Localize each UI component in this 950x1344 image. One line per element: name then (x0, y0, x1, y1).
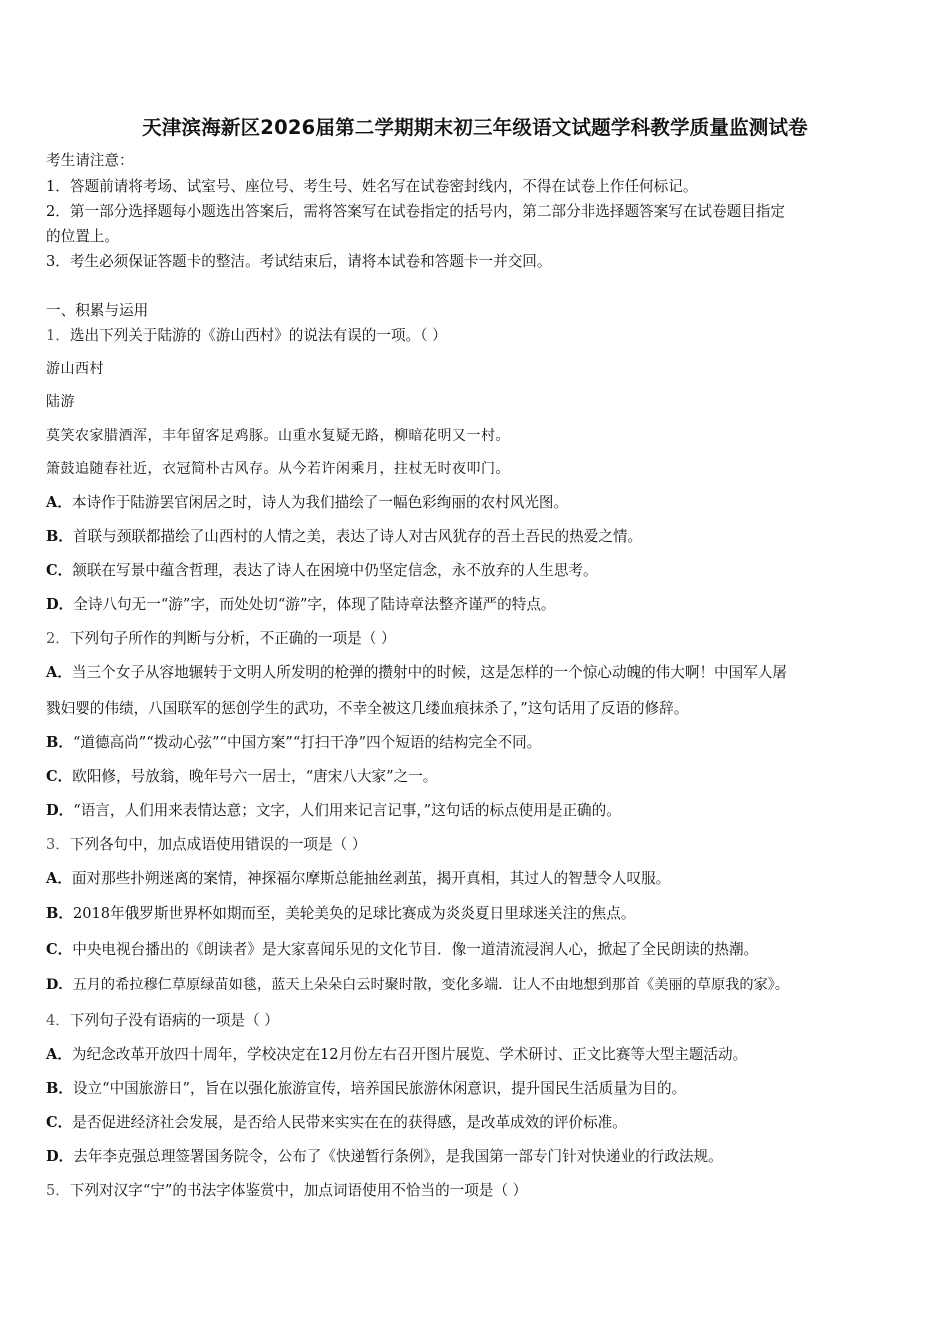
question-stem: 下列句子没有语病的一项是（ ） (69, 1012, 279, 1029)
option-a (46, 663, 787, 683)
question-number: 5． (46, 1182, 70, 1199)
option-label: B． (46, 1080, 73, 1097)
option-d (46, 801, 621, 821)
poem-line: 箫鼓追随春社近，衣冠简朴古风存。从今若许闲乘月，拄杖无时夜叩门。 (46, 461, 510, 477)
option-text: “语言，人们用来表情达意；文字，人们用来记言记事，”这句话的标点使用是正确的。 (73, 802, 621, 819)
section-heading: 一、积累与运用 (46, 302, 149, 319)
option-label: B． (46, 905, 73, 922)
option-a-continued (46, 699, 688, 719)
poem-line: 莫笑农家腊酒浑，丰年留客足鸡豚。山重水复疑无路，柳暗花明又一村。 (46, 428, 510, 444)
option-label: C． (46, 768, 73, 785)
option-label: D． (46, 802, 74, 819)
poem-author: 陆游 (46, 394, 75, 410)
option-text: 本诗作于陆游罢官闲居之时，诗人为我们描绘了一幅色彩绚丽的农村风光图。 (71, 494, 569, 511)
question-number: 4． (46, 1012, 70, 1029)
question-stem: 下列句子所作的判断与分析，不正确的一项是（ ） (69, 630, 396, 647)
option-label: C． (46, 941, 73, 958)
option-text: 为纪念改革开放四十周年，学校决定在12月份左右召开图片展览、学术研讨、正文比赛等大型主题活动。 (71, 1046, 748, 1063)
option-b (46, 527, 642, 547)
question-number: 1． (46, 327, 70, 344)
option-c (46, 1113, 627, 1133)
option-c (46, 767, 437, 787)
option-text: 首联与颈联都描绘了山西村的人情之美，表达了诗人对古风犹存的吾土吾民的热爱之情。 (72, 528, 643, 545)
page-title: 天津滨海新区2026届第二学期期末初三年级语文试题学科教学质量监测试卷 (142, 116, 808, 139)
option-text: 去年李克强总理签署国务院令，公布了《快递暂行条例》，是我国第一部专门针对快递业的行政法规。 (73, 1148, 723, 1165)
option-label: D． (46, 596, 74, 613)
poem-title: 游山西村 (46, 361, 104, 377)
option-text: 颔联在写景中蕴含哲理，表达了诗人在困境中仍坚定信念，永不放弃的人生思考。 (72, 562, 598, 579)
notice-item: 的位置上。 (46, 228, 119, 245)
option-label: D． (46, 977, 73, 993)
notice-item: 3．考生必须保证答题卡的整洁。考试结束后，请将本试卷和答题卡一并交回。 (46, 253, 552, 270)
option-text: 是否促进经济社会发展，是否给人民带来实实在在的获得感，是改革成效的评价标准。 (72, 1114, 627, 1131)
option-text: 2018年俄罗斯世界杯如期而至，美轮美奂的足球比赛成为炎炎夏日里球迷关注的焦点。 (72, 905, 636, 922)
option-label: A． (46, 1046, 72, 1063)
question-stem: 下列各句中，加点成语使用错误的一项是（ ） (69, 836, 367, 853)
option-d (46, 975, 789, 995)
option-d (46, 595, 556, 615)
notice-item: 2．第一部分选择题每小题选出答案后，需将答案写在试卷指定的括号内，第二部分非选择题答案写在试卷题目指定 (46, 203, 785, 220)
option-c (46, 561, 598, 581)
notice-heading: 考生请注意： (46, 152, 134, 169)
option-label: C． (46, 1114, 73, 1131)
question-4 (46, 1011, 279, 1031)
option-text: 全诗八句无一“游”字，而处处切“游”字，体现了陆诗章法整齐谨严的特点。 (73, 596, 556, 613)
option-label: D． (46, 1148, 74, 1165)
option-text: 欧阳修，号放翁，晚年号六一居士，“唐宋八大家”之一。 (72, 768, 438, 785)
option-label: C． (46, 562, 73, 579)
option-label: A． (46, 494, 72, 511)
option-label: A． (46, 664, 72, 681)
question-number: 2． (46, 630, 70, 647)
option-b (46, 904, 635, 924)
question-number: 3． (46, 836, 70, 853)
question-5 (46, 1181, 527, 1201)
option-a (46, 869, 670, 889)
option-d (46, 1147, 723, 1167)
question-3 (46, 835, 366, 855)
notice-item: 1．答题前请将考场、试室号、座位号、考生号、姓名写在试卷密封线内，不得在试卷上作任何标记。 (46, 178, 698, 195)
option-a (46, 493, 568, 513)
question-stem: 下列对汉字“宁”的书法字体鉴赏中，加点词语使用不恰当的一项是（ ） (69, 1182, 528, 1199)
option-text: “道德高尚”“拨动心弦”“中国方案”“打扫干净”四个短语的结构完全不同。 (72, 734, 542, 751)
question-1 (46, 326, 447, 346)
option-label: A． (46, 870, 72, 887)
question-stem: 选出下列关于陆游的《游山西村》的说法有误的一项。（ ） (69, 327, 447, 344)
question-2 (46, 629, 396, 649)
option-b (46, 1079, 686, 1099)
option-c (46, 940, 758, 960)
option-b (46, 733, 541, 753)
option-text: 设立“中国旅游日”，旨在以强化旅游宣传，培养国民旅游休闲意识，提升国民生活质量为目的。 (72, 1080, 687, 1097)
option-text: 面对那些扑朔迷离的案情，神探福尔摩斯总能抽丝剥茧，揭开真相，其过人的智慧令人叹服。 (71, 870, 671, 887)
option-text: 中央电视台播出的《朗读者》是大家喜闻乐见的文化节目．像一道清流浸润人心，掀起了全民朗读的热潮。 (72, 941, 759, 958)
option-text: 五月的希拉穆仁草原绿苗如毯，蓝天上朵朵白云时聚时散，变化多端．让人不由地想到那首《美丽的草原我的家》。 (72, 977, 789, 993)
option-text: 当三个女子从容地辗转于文明人所发明的枪弹的攒射中的时候，这是怎样的一个惊心动魄的伟大啊！中国军人屠 (71, 664, 788, 681)
option-a (46, 1045, 747, 1065)
option-label: B． (46, 528, 73, 545)
option-label: B． (46, 734, 73, 751)
option-text: 戮妇婴的伟绩，八国联军的惩创学生的武功，不幸全被这几缕血痕抹杀了，”这句话用了反语的修辞。 (46, 700, 689, 717)
